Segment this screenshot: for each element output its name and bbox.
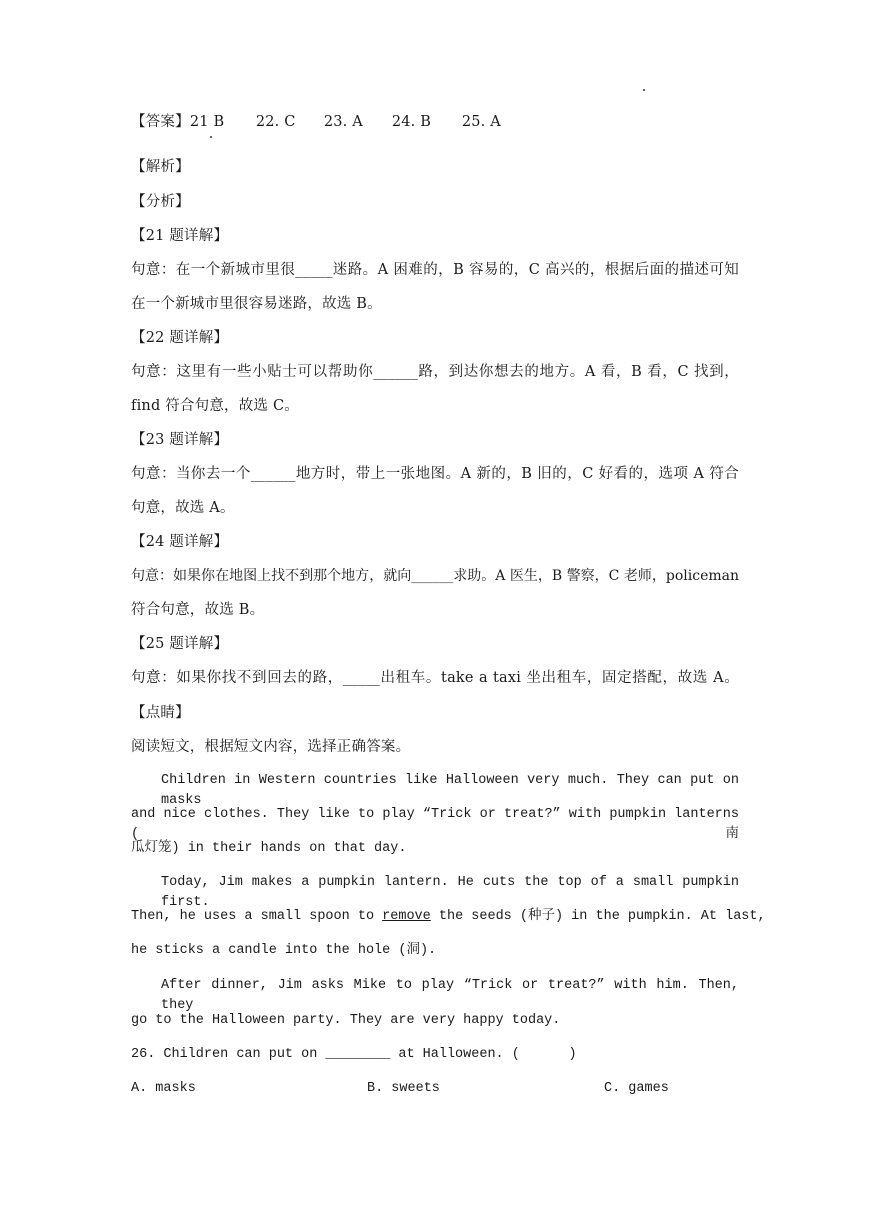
q21-line: 在一个新城市里很容易迷路，故选 B。	[131, 296, 382, 312]
speck-mark	[643, 89, 645, 91]
underlined-word: remove	[382, 909, 431, 924]
answer-item: 22. C	[255, 114, 296, 130]
speck-mark	[210, 136, 212, 138]
q24-line: 符合句意，故选 B。	[131, 602, 265, 618]
option-c: C. games	[604, 1081, 669, 1096]
q22-line: find 符合句意，故选 C。	[131, 398, 299, 414]
passage-text: the seeds (种子) in the pumpkin. At last,	[430, 909, 766, 924]
answer-item: 25. A	[461, 114, 501, 130]
q22-line: 句意：这里有一些小贴士可以帮助你______路，到达你想去的地方。A 看，B 看，C 找到，	[131, 364, 739, 380]
option-a: A. masks	[131, 1081, 196, 1096]
q25-line: 句意：如果你找不到回去的路，_____出租车。take a taxi 坐出租车，固定搭配，故选 A。	[131, 670, 739, 686]
passage-line: he sticks a candle into the hole (洞).	[131, 943, 437, 958]
q22-heading: 【22 题详解】	[131, 330, 229, 346]
passage-line: Today, Jim makes a pumpkin lantern. He cuts the top of a small pumpkin first.	[161, 875, 739, 910]
passage-text: Then, he uses a small spoon to	[131, 909, 383, 924]
q21-heading: 【21 题详解】	[131, 228, 229, 244]
dianjing-heading: 【点睛】	[131, 705, 190, 721]
answer-label: 【答案】	[131, 114, 190, 130]
passage-line: and nice clothes. They like to play “Trick or treat?” with pumpkin lanterns (南	[131, 807, 739, 842]
q23-line: 句意，故选 A。	[131, 500, 235, 516]
passage-line-with-underline	[131, 907, 766, 927]
passage-line: 瓜灯笼) in their hands on that day.	[131, 841, 407, 856]
answer-row	[131, 112, 739, 132]
analysis-heading: 【解析】	[131, 159, 190, 175]
passage-line: Children in Western countries like Halloween very much. They can put on masks	[161, 773, 739, 808]
passage-line: go to the Halloween party. They are very happy today.	[131, 1013, 561, 1028]
option-b: B. sweets	[367, 1081, 440, 1096]
question-26-stem: 26. Children can put on ________ at Halloween. ( )	[131, 1047, 577, 1062]
q24-heading: 【24 题详解】	[131, 534, 229, 550]
instruction-text: 阅读短文，根据短文内容，选择正确答案。	[131, 739, 411, 755]
q25-heading: 【25 题详解】	[131, 636, 229, 652]
answer-item: 23. A	[323, 114, 363, 130]
passage-line: After dinner, Jim asks Mike to play “Trick or treat?” with him. Then, they	[161, 978, 739, 1013]
fenxi-heading: 【分析】	[131, 194, 190, 210]
q24-line: 句意：如果你在地图上找不到那个地方，就向______求助。A 医生，B 警察，C 老师，policeman	[131, 568, 739, 584]
answer-item: 21 B	[189, 114, 225, 130]
q23-line: 句意：当你去一个______地方时，带上一张地图。A 新的，B 旧的，C 好看的，选项 A 符合	[131, 466, 739, 482]
q23-heading: 【23 题详解】	[131, 432, 229, 448]
answer-item: 24. B	[391, 114, 432, 130]
q21-line: 句意：在一个新城市里很_____迷路。A 困难的，B 容易的，C 高兴的，根据后面的描述可知	[131, 262, 739, 278]
